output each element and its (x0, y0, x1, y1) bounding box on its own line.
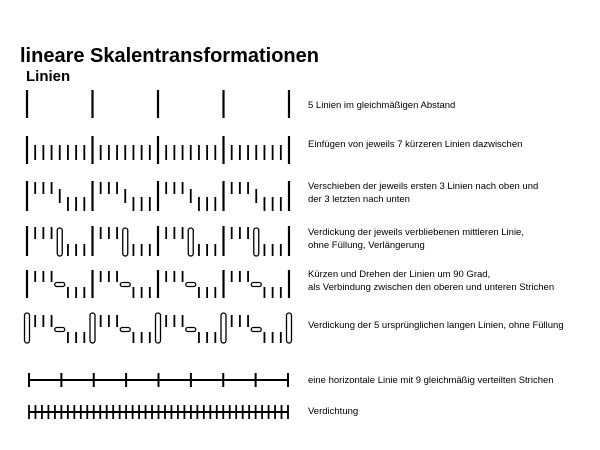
caption-row-5: Kürzen und Drehen der Linien um 90 Grad, als Verbindung zwischen den oberen und unteren Strichen (308, 269, 555, 293)
caption-row-4: Verdickung der jeweils verbliebenen mittleren Linie, ohne Füllung, Verlängerung (308, 227, 524, 251)
thick-long-outline (287, 313, 292, 343)
caption-row-3: Verschieben der jeweils ersten 3 Linien nach oben und der 3 letzten nach unten (308, 181, 539, 205)
thick-long-outline (25, 313, 30, 343)
page-title: lineare Skalentransformationen (20, 45, 319, 67)
horizontal-connector (55, 283, 65, 287)
caption-row-8: Verdichtung (308, 406, 359, 417)
drawing-row-3 (0, 173, 300, 213)
horizontal-connector (120, 328, 130, 332)
horizontal-connector (186, 283, 196, 287)
caption-row-1: 5 Linien im gleichmäßigen Abstand (308, 100, 456, 111)
horizontal-connector (251, 283, 261, 287)
thick-middle-outline (254, 228, 259, 256)
horizontal-connector (251, 328, 261, 332)
drawing-row-5 (0, 264, 300, 304)
drawing-row-1 (0, 85, 300, 125)
horizontal-connector (186, 328, 196, 332)
thick-middle-outline (123, 228, 128, 256)
caption-row-7: eine horizontale Linie mit 9 gleichmäßig verteilten Strichen (308, 375, 554, 386)
drawing-row-2 (0, 130, 300, 170)
drawing-row-4 (0, 220, 300, 260)
thick-long-outline (156, 313, 161, 343)
thick-long-outline (90, 313, 95, 343)
caption-row-6: Verdickung der 5 ursprünglichen langen Linien, ohne Füllung (308, 320, 564, 331)
drawing-row-6 (0, 307, 300, 347)
thick-middle-outline (57, 228, 62, 256)
horizontal-connector (55, 328, 65, 332)
thick-long-outline (221, 313, 226, 343)
drawing-row-8 (0, 392, 300, 432)
horizontal-connector (120, 283, 130, 287)
page-subtitle: Linien (26, 68, 71, 85)
thick-middle-outline (188, 228, 193, 256)
caption-row-2: Einfügen von jeweils 7 kürzeren Linien dazwischen (308, 139, 523, 150)
